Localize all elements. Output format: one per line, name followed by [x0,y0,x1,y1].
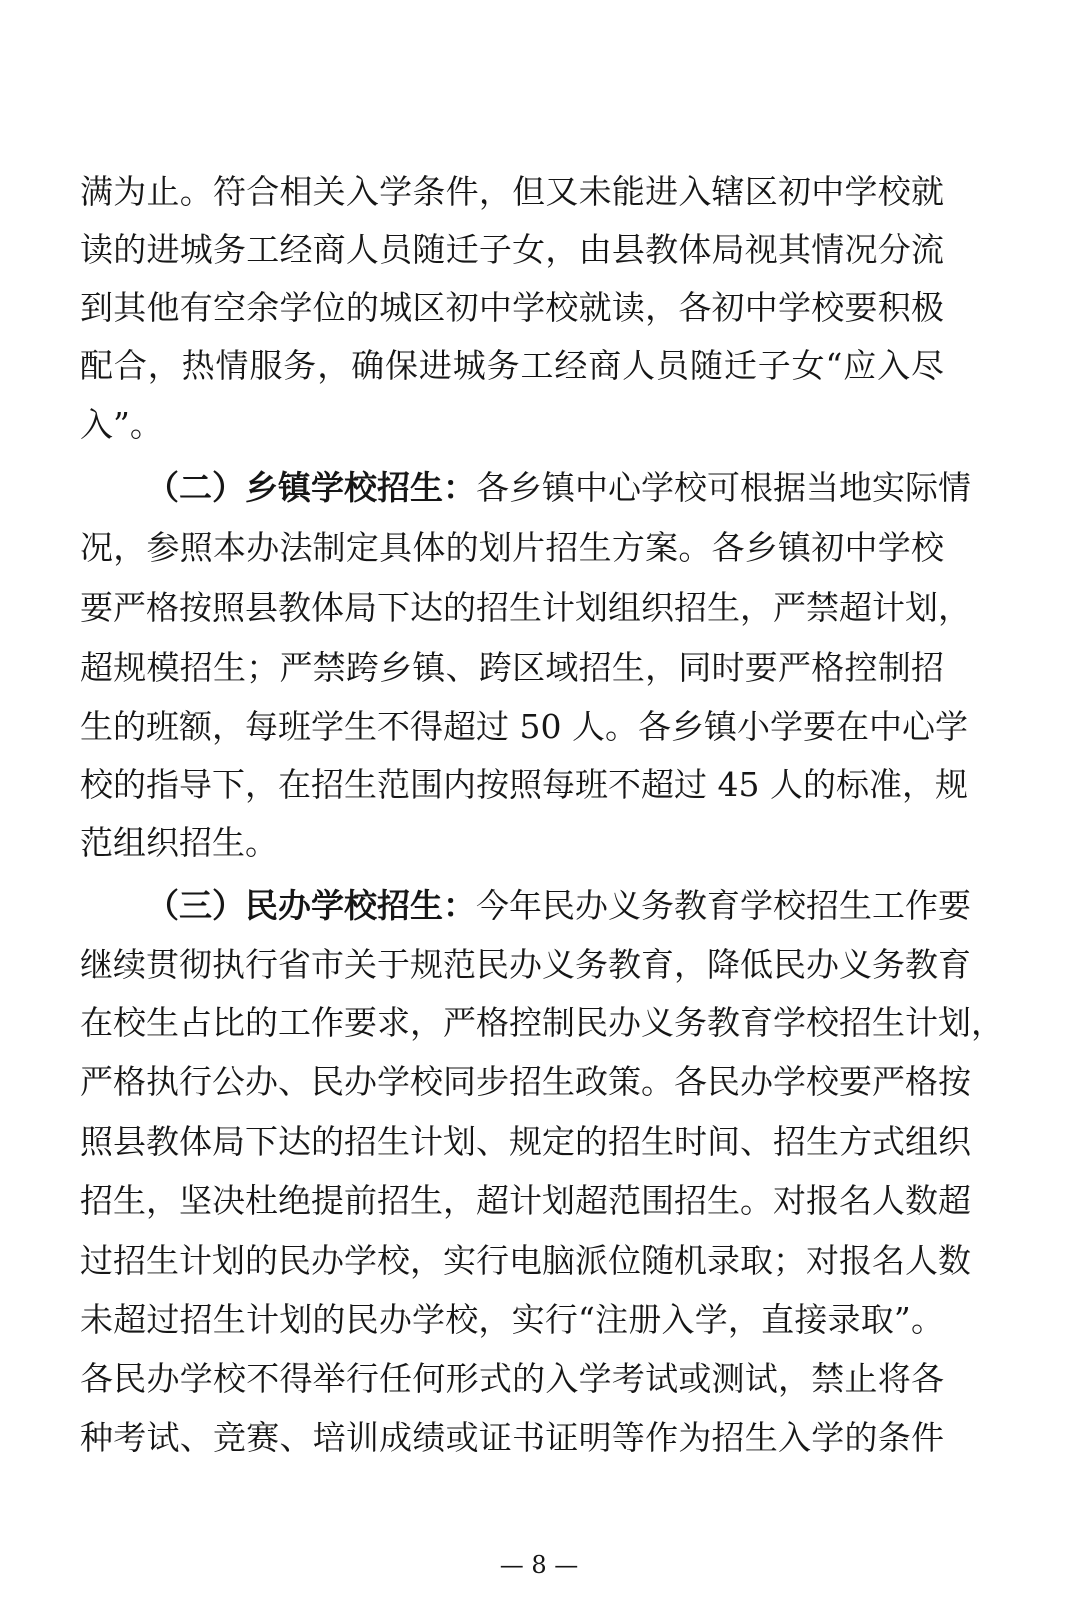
paragraph-line: 况，参照本办法制定具体的划片招生方案。各乡镇初中学校 [80,528,944,567]
paragraph-line: 招生，坚决杜绝提前招生，超计划超范围招生。对报名人数超 [80,1181,971,1220]
paragraph-line: 超规模招生；严禁跨乡镇、跨区域招生，同时要严格控制招 [80,648,944,687]
section-2-first-line [146,459,971,517]
paragraph-line: 入”。 [80,405,163,444]
paragraph-line: 各民办学校不得举行任何形式的入学考试或测试，禁止将各 [80,1359,944,1398]
section-2-heading: （二）乡镇学校招生： [146,468,476,507]
paragraph-line: 满为止。符合相关入学条件，但又未能进入辖区初中学校就 [80,172,944,211]
paragraph-line: 范组织招生。 [80,823,278,862]
paragraph-line: 严格执行公办、民办学校同步招生政策。各民办学校要严格按 [80,1062,971,1101]
paragraph-line: 读的进城务工经商人员随迁子女，由县教体局视其情况分流 [80,230,944,269]
section-3-first-line [146,877,971,935]
paragraph-line: 在校生占比的工作要求，严格控制民办义务教育学校招生计划， [80,1003,1004,1042]
page-number: — 8 — [499,1551,579,1579]
paragraph-line: 过招生计划的民办学校，实行电脑派位随机录取；对报名人数 [80,1241,971,1280]
section-3-heading: （三）民办学校招生： [146,886,476,925]
paragraph-line: 未超过招生计划的民办学校，实行“注册入学，直接录取”。 [80,1300,944,1339]
paragraph-line: 照县教体局下达的招生计划、规定的招生时间、招生方式组织 [80,1122,971,1161]
paragraph-line: 配合，热情服务，确保进城务工经商人员随迁子女“应入尽 [80,346,944,385]
paragraph-line: 继续贯彻执行省市关于规范民办义务教育，降低民办义务教育 [80,945,971,984]
paragraph-line: 到其他有空余学位的城区初中学校就读，各初中学校要积极 [80,288,944,327]
paragraph-line: 校的指导下，在招生范围内按照每班不超过 45 人的标准，规 [80,765,968,804]
paragraph-line: 种考试、竞赛、培训成绩或证书证明等作为招生入学的条件 [80,1418,944,1457]
section-2-first-line-text: 各乡镇中心学校可根据当地实际情 [476,468,971,507]
paragraph-line: 要严格按照县教体局下达的招生计划组织招生，严禁超计划， [80,588,971,627]
section-3-first-line-text: 今年民办义务教育学校招生工作要 [476,886,971,925]
paragraph-line: 生的班额，每班学生不得超过 50 人。各乡镇小学要在中心学 [80,707,968,746]
